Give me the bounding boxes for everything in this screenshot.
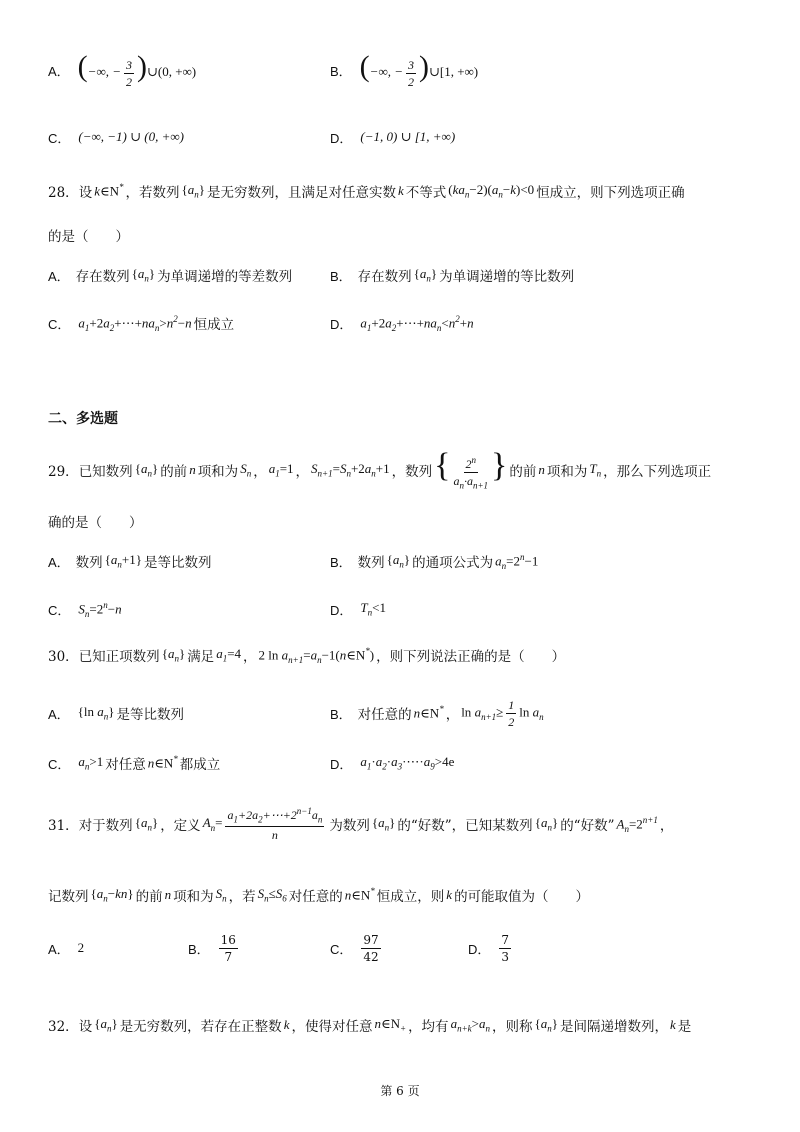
text: ，: [445, 707, 460, 723]
numerator: 97: [363, 932, 379, 947]
text: 确的是（ ）: [48, 515, 143, 531]
text: 的前: [509, 464, 537, 480]
math: $\{a_n\}$: [131, 266, 156, 284]
text: 设: [78, 1019, 93, 1035]
page-number: 第 6 页: [380, 1084, 420, 1098]
option-label: D．: [330, 602, 353, 618]
q29-stem-line2: [48, 506, 760, 536]
text: 恒成立，则: [376, 889, 445, 905]
math: $A_n=2^{n+1}$: [616, 814, 658, 834]
text: 满足: [187, 649, 215, 665]
math: $T_n$: [589, 461, 602, 479]
text: 是等比数列: [144, 555, 212, 571]
math: n: [538, 462, 545, 477]
q30-option-d: [330, 748, 456, 778]
text: ，若: [228, 889, 256, 905]
math: k∈N*: [94, 182, 124, 199]
q27-option-b: [330, 52, 480, 88]
text: 已知数列: [78, 464, 133, 480]
text: 对于数列: [78, 818, 133, 834]
math: $n\in N_+$: [374, 1016, 407, 1034]
option-label: A．: [48, 554, 70, 570]
text: 项和为: [197, 464, 239, 480]
text: 是间隔递增数列，: [559, 1019, 668, 1035]
text: 对任意的: [288, 889, 343, 905]
fraction: [499, 934, 511, 963]
option-label: C．: [330, 941, 353, 957]
text: 设: [78, 185, 93, 201]
option-label: C．: [48, 602, 71, 618]
math: n: [164, 887, 172, 902]
option-label: D．: [330, 756, 353, 772]
text: 为单调递增的等差数列: [157, 269, 293, 285]
option-label: C．: [48, 316, 71, 332]
math: $\{a_n\}$: [386, 552, 411, 570]
q31-stem-line2: [48, 880, 760, 910]
text: 项和为: [546, 464, 588, 480]
q27-b-expr: (−∞, − $\frac{3}{2}$ )∪[1, +∞): [359, 50, 479, 89]
text: 对任意: [105, 757, 146, 773]
text: 恒成立，则下列选项正确: [536, 185, 685, 201]
math: $S_n\le S_6$: [257, 886, 287, 904]
text: 为单调递增的等比数列: [439, 269, 575, 285]
math: 2 $\ln a_{n+1}=a_n-1(n\in N^*)$: [258, 645, 375, 665]
numerator: 7: [501, 932, 510, 947]
option-label: A．: [48, 706, 70, 722]
q29-option-b: [330, 546, 540, 576]
text: ，定义: [160, 818, 201, 834]
text: 是无穷数列，若存在正整数: [119, 1019, 282, 1035]
option-label: A．: [48, 63, 70, 79]
q31-stem-line1: [48, 800, 760, 848]
q32-stem: [48, 1010, 760, 1040]
option-label: A．: [48, 941, 70, 957]
math: $a_1=4$: [216, 646, 242, 664]
math: $\{a_n+1\}$: [104, 552, 142, 570]
text: 数列: [75, 555, 103, 571]
question-number: 32．: [48, 1019, 79, 1035]
text: 存在数列: [75, 269, 130, 285]
option-label: D．: [330, 130, 353, 146]
text: 是等比数列: [116, 707, 185, 723]
math: $\{a_n\}$: [94, 1016, 118, 1034]
text: 数列: [357, 555, 385, 571]
text: 都成立: [179, 757, 221, 773]
math: $\ln a_{n+1}\ge$ $\frac{1}{2}$ $\ln a_n$: [461, 697, 544, 729]
text: ，则称: [491, 1019, 533, 1035]
math: $a_{n+k}>a_n$: [450, 1016, 490, 1034]
text: ，若数列: [125, 185, 180, 201]
math: $a_n>1$: [78, 754, 104, 772]
q30-option-b: [330, 694, 546, 732]
question-number: 28．: [48, 185, 79, 201]
text: 的通项公式为: [412, 555, 494, 571]
math: k: [397, 183, 404, 198]
q28-stem-line2: [48, 220, 760, 250]
q30-option-a: [48, 698, 184, 728]
q29-option-a: [48, 546, 212, 576]
text: 已知正项数列: [78, 649, 160, 665]
math: k: [446, 887, 453, 902]
math: $\{a_n\}$: [413, 266, 438, 284]
option-label: C．: [48, 130, 71, 146]
text: 项和为: [173, 889, 214, 905]
math: n∈N*: [147, 754, 178, 771]
text: 不等式: [405, 185, 447, 201]
math: k: [283, 1017, 290, 1032]
math: n∈N*: [413, 704, 444, 721]
math: 2: [77, 940, 85, 955]
option-label: D．: [468, 941, 491, 957]
math: $a_1\cdot a_2\cdot a_3\cdot\cdots\cdot a_9>4e$: [360, 754, 455, 772]
denominator: 42: [363, 949, 379, 964]
math: $\{a_n\}$: [134, 461, 159, 479]
option-label: B．: [188, 941, 210, 957]
math: $S_n$: [240, 461, 252, 479]
q28-option-d: [330, 308, 476, 338]
numerator: 16: [220, 932, 236, 947]
math: $\{a_n\}$: [534, 1016, 558, 1034]
text: 记数列: [48, 889, 89, 905]
math: $a_1=1$: [268, 461, 294, 479]
q27-option-c: [48, 122, 186, 152]
q28-stem-line1: [48, 176, 760, 206]
q27-d-expr: (−1, 0) ∪ [1, +∞): [360, 129, 456, 144]
q27-option-d: [330, 122, 457, 152]
text: 是无穷数列，且满足对任意实数: [206, 185, 396, 201]
q27-c-expr: (−∞, −1) ∪ (0, +∞): [78, 129, 184, 144]
section-heading: 二、多选题: [48, 410, 118, 426]
text: ，: [253, 464, 267, 480]
question-number: 31．: [48, 818, 79, 834]
math: $a_n=2^n-1$: [495, 551, 539, 571]
math: n∈N*: [344, 886, 375, 903]
math: {ln $a_n$}: [77, 704, 115, 722]
math: $S_n$: [215, 886, 227, 904]
option-label: A．: [48, 268, 70, 284]
text: 是: [677, 1019, 692, 1035]
text: 为数列: [329, 818, 370, 834]
math: $a_1+2a_2+\cdots+na_n<n^2+n$: [360, 313, 474, 333]
text: ，: [295, 464, 310, 480]
option-label: D．: [330, 316, 353, 332]
q27-option-a: [48, 52, 198, 88]
text: 恒成立: [193, 317, 235, 333]
math: { $\frac{2^n}{a_n\cdot a_{n+1}}$ }: [434, 447, 508, 491]
text: ，则下列说法正确的是（ ）: [376, 649, 566, 665]
text: 的“好数”，已知某数列: [397, 818, 533, 834]
math: $(ka_n-2)(a_n-k)<0$: [448, 182, 535, 200]
math: $T_n<1$: [360, 600, 386, 618]
q29-option-d: [330, 594, 388, 624]
option-label: B．: [330, 63, 352, 79]
math: $A_n=$ $\frac{a_1+2a_2+\cdots+2^{n-1}a_n}{n}$: [202, 805, 323, 843]
math: $\{a_n-kn\}$: [90, 886, 134, 904]
text: 的前: [160, 464, 188, 480]
q31-option-a: [48, 930, 86, 966]
math: n: [189, 462, 196, 477]
q29-option-c: [48, 594, 124, 624]
question-number: 29．: [48, 464, 79, 480]
text: ，数列: [391, 464, 433, 480]
text: 对任意的: [357, 707, 412, 723]
q31-option-b: [188, 930, 241, 966]
text: ，使得对任意: [291, 1019, 373, 1035]
text: ，: [659, 818, 674, 834]
fraction: [219, 934, 238, 963]
q28-option-c: [48, 308, 234, 338]
denominator: 7: [224, 949, 233, 964]
math: $S_{n+1}=S_n+2a_n+1$: [311, 461, 390, 479]
text: 的“好数”: [560, 818, 615, 834]
option-label: C．: [48, 756, 71, 772]
text: 的前: [135, 889, 163, 905]
math: $\{a_n\}$: [161, 646, 186, 664]
math: $S_n=2^n-n$: [78, 599, 122, 619]
math: $\{a_n\}$: [181, 182, 205, 200]
text: ，均有: [408, 1019, 449, 1035]
q29-stem-line1: [48, 446, 760, 494]
math: $\{a_n\}$: [134, 815, 159, 833]
option-label: B．: [330, 268, 352, 284]
text: 的是（ ）: [48, 229, 129, 245]
q31-option-d: [468, 930, 514, 966]
q28-option-a: [48, 260, 292, 290]
math: $a_1+2a_2+\cdots+na_n>n^2-n$: [78, 313, 192, 333]
math: $\{a_n\}$: [371, 815, 396, 833]
denominator: 3: [501, 949, 510, 964]
question-number: 30．: [48, 649, 79, 665]
math: k: [669, 1017, 676, 1032]
text: ，: [243, 649, 257, 665]
q28-option-b: [330, 260, 574, 290]
option-label: B．: [330, 706, 352, 722]
text: 存在数列: [357, 269, 412, 285]
q27-a-expr: (−∞, − $\frac{3}{2}$ )∪(0, +∞): [77, 50, 197, 89]
option-label: B．: [330, 554, 352, 570]
fraction: [361, 934, 380, 963]
q30-stem: [48, 640, 760, 670]
text: 的可能取值为（ ）: [454, 889, 590, 905]
q30-option-c: [48, 748, 220, 778]
math: $\{a_n\}$: [534, 815, 559, 833]
q31-option-c: [330, 930, 384, 966]
text: ，那么下列选项正: [603, 464, 712, 480]
